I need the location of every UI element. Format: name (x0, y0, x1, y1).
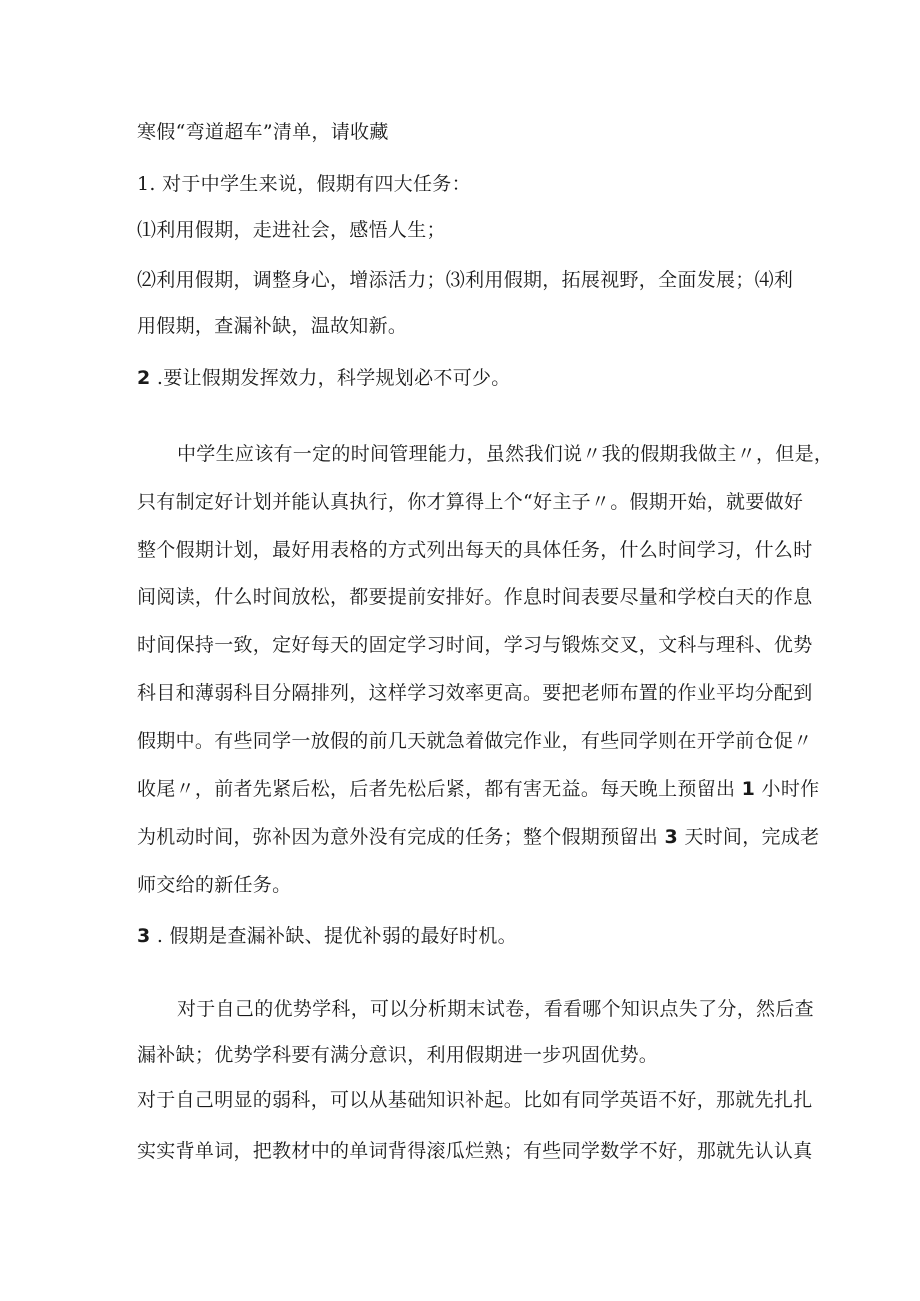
section-3-number: 3 (137, 925, 151, 947)
line-text: 天时间，完成老 (677, 826, 820, 848)
section-2-paragraph-line: 时间保持一致，定好每天的固定学习时间，学习与锻炼交叉，文科与理科、优势 (137, 634, 813, 656)
bold-number: 1 (741, 778, 756, 800)
section-1-heading: 1. 对于中学生来说，假期有四大任务： (137, 173, 471, 195)
section-1-item-1: ⑴利用假期，走进社会，感悟人生； (137, 219, 446, 241)
section-2-paragraph-line: 间阅读，什么时间放松，都要提前安排好。作息时间表要尽量和学校白天的作息 (137, 586, 813, 608)
section-2-paragraph-line: 整个假期计划，最好用表格的方式列出每天的具体任务，什么时间学习，什么时 (137, 539, 813, 561)
section-3-paragraph-line: 实实背单词，把教材中的单词背得滚瓜烂熟；有些同学数学不好，那就先认认真 (137, 1140, 813, 1162)
section-2-paragraph-line: 假期中。有些同学一放假的前几天就急着做完作业，有些同学则在开学前仓促〃 (137, 730, 813, 752)
section-3-paragraph-line: 漏补缺；优势学科要有满分意识，利用假期进一步巩固优势。 (137, 1044, 659, 1066)
section-2-paragraph-line: 只有制定好计划并能认真执行，你才算得上个“好主子〃。假期开始，就要做好 (137, 491, 804, 513)
section-2-heading (137, 366, 787, 390)
section-2-paragraph-line (137, 825, 820, 849)
section-1-item-2: ⑵利用假期，调整身心，增添活力；⑶利用假期，拓展视野，全面发展；⑷利 (137, 269, 794, 291)
section-2-paragraph-line: 中学生应该有一定的时间管理能力，虽然我们说〃我的假期我做主〃，但是， (177, 443, 834, 465)
section-2-number: 2 (137, 367, 151, 389)
section-2-paragraph-line (137, 777, 820, 801)
section-2-paragraph-line: 科目和薄弱科目分隔排列，这样学习效率更高。要把老师布置的作业平均分配到 (137, 682, 813, 704)
section-3-heading-text: . 假期是查漏补缺、提优补弱的最好时机。 (150, 925, 517, 947)
section-3-heading (137, 924, 787, 948)
section-1-item-3: 用假期，查漏补缺，温故知新。 (137, 315, 408, 337)
section-2-heading-text: .要让假期发挥效力，科学规划必不可少。 (150, 367, 511, 389)
document-title: 寒假“弯道超车”清单，请收藏 (137, 121, 389, 143)
line-text: 为机动时间，弥补因为意外没有完成的任务；整个假期预留出 (137, 826, 665, 848)
section-3-paragraph-line: 对于自己明显的弱科，可以从基础知识补起。比如有同学英语不好，那就先扎扎 (137, 1089, 813, 1111)
bold-number: 3 (664, 826, 678, 848)
line-text: 小时作 (755, 778, 820, 800)
line-text: 收尾〃，前者先紧后松，后者先松后紧，都有害无益。每天晚上预留出 (137, 778, 742, 800)
section-2-paragraph-line: 师交给的新任务。 (137, 874, 292, 896)
section-3-paragraph-line: 对于自己的优势学科，可以分析期末试卷，看看哪个知识点失了分，然后查 (177, 998, 814, 1020)
